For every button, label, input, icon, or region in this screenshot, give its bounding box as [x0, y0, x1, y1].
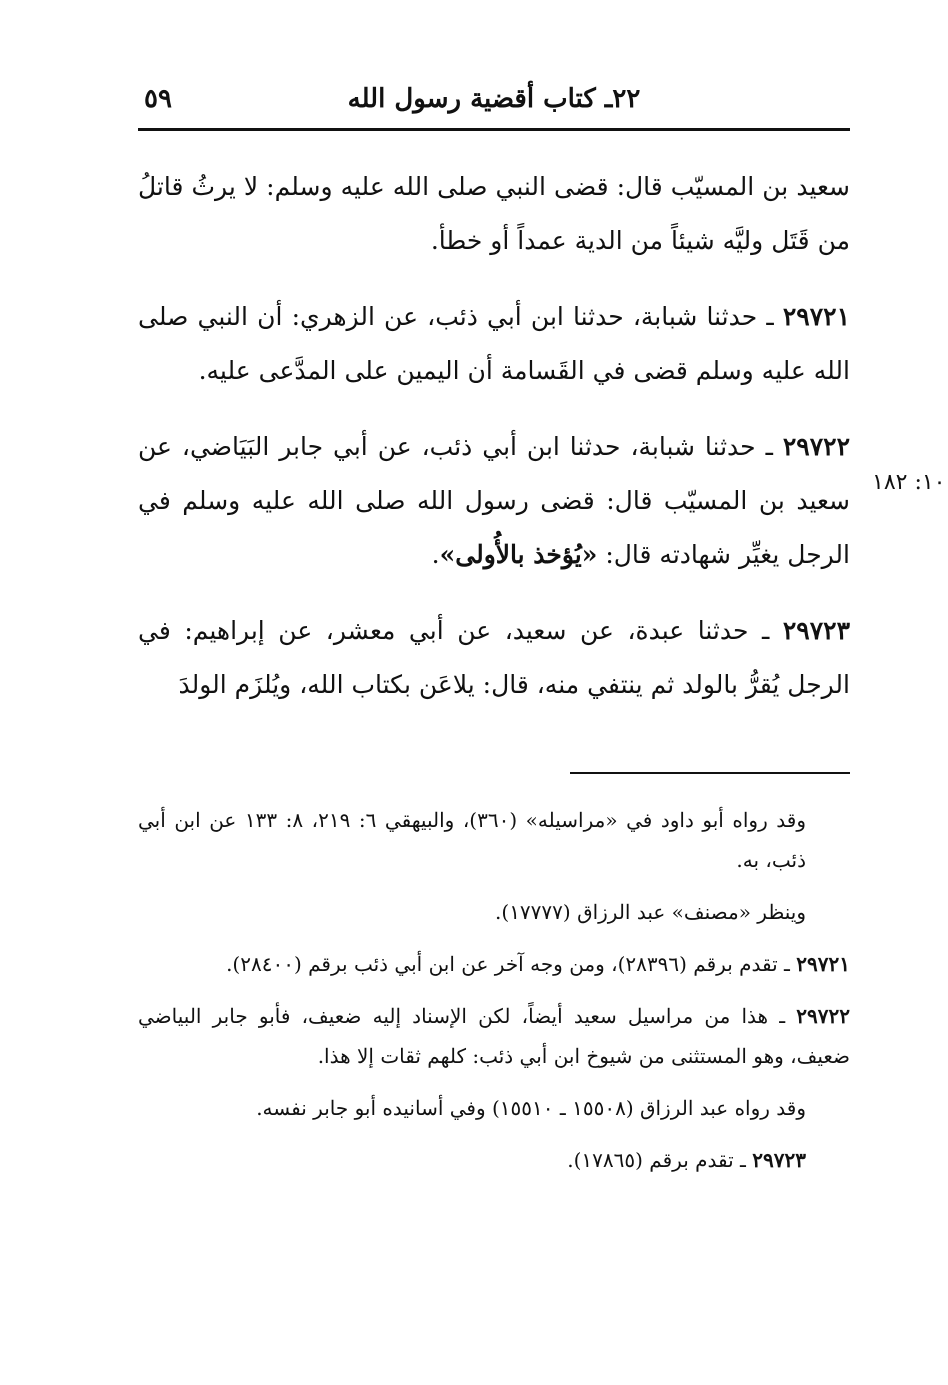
hadith-text: ـ حدثنا شبابة، حدثنا ابن أبي ذئب، عن أبي جابر البَيَاضي، عن سعيد بن المسيّب قال: قضى رسول الله صلى الله عليه وسلم في الرجل يغيِّر شهادته قال: [138, 432, 850, 569]
footnote-text: ـ هذا من مراسيل سعيد أيضاً، لكن الإسناد إليه ضعيف، فأبو جابر البياضي ضعيف، وهو المستثنى من شيوخ ابن أبي ذئب: كلهم ثقات إلا هذا. [138, 1004, 850, 1068]
footnote-divider [570, 772, 850, 774]
margin-reference: ١٠: ١٨٢ [872, 470, 946, 495]
footnotes [138, 800, 850, 1192]
hadith-number: ٢٩٧٢٢ [782, 432, 850, 461]
footnote-4 [138, 996, 850, 1076]
hadith-number: ٢٩٧٢١ [782, 302, 850, 331]
hadith-29722 [138, 420, 850, 582]
main-text [138, 160, 850, 734]
hadith-text: ـ حدثنا شبابة، حدثنا ابن أبي ذئب، عن الزهري: أن النبي صلى الله عليه وسلم قضى في القَسامة أن اليمين على المدَّعى عليه. [138, 302, 850, 385]
footnote-number: ٢٩٧٢٣ [752, 1148, 806, 1172]
page-header [138, 82, 850, 131]
hadith-quote: «يُؤخذ بالأُولى» [439, 540, 598, 569]
footnote-1: وقد رواه أبو داود في «مراسيله» (٣٦٠)، والبيهقي ٦: ٢١٩، ٨: ١٣٣ عن ابن أبي ذئب، به. [138, 808, 806, 872]
page-number: ٥٩ [144, 84, 172, 114]
footnote-text: ـ تقدم برقم (١٧٨٦٥). [567, 1148, 753, 1172]
paragraph-continuation: سعيد بن المسيّب قال: قضى النبي صلى الله عليه وسلم: لا يرثُ قاتلُ من قَتَل وليَّه شيئاً من الدية عمداً أو خطأ. [138, 172, 850, 255]
hadith-number: ٢٩٧٢٣ [782, 616, 850, 645]
hadith-29721 [138, 290, 850, 398]
hadith-end: . [431, 540, 440, 569]
footnote-2: وينظر «مصنف» عبد الرزاق (١٧٧٧٧). [495, 900, 806, 924]
hadith-text: ـ حدثنا عبدة، عن سعيد، عن أبي معشر، عن إبراهيم: في الرجل يُقرُّ بالولد ثم ينتفي منه، قال: يلاعَن بكتاب الله، ويُلزَم الولدَ [138, 616, 850, 699]
footnote-text: ـ تقدم برقم (٢٨٣٩٦)، ومن وجه آخر عن ابن أبي ذئب برقم (٢٨٤٠٠). [226, 952, 797, 976]
footnote-number: ٢٩٧٢١ [796, 952, 850, 976]
chapter-title: ٢٢ـ كتاب أقضية رسول الله [347, 84, 641, 114]
footnote-6 [138, 1140, 850, 1180]
footnote-5: وقد رواه عبد الرزاق (١٥٥٠٨ ـ ١٥٥١٠) وفي أسانيده أبو جابر نفسه. [256, 1096, 806, 1120]
hadith-29723 [138, 604, 850, 712]
footnote-3 [138, 944, 850, 984]
footnote-number: ٢٩٧٢٢ [796, 1004, 850, 1028]
